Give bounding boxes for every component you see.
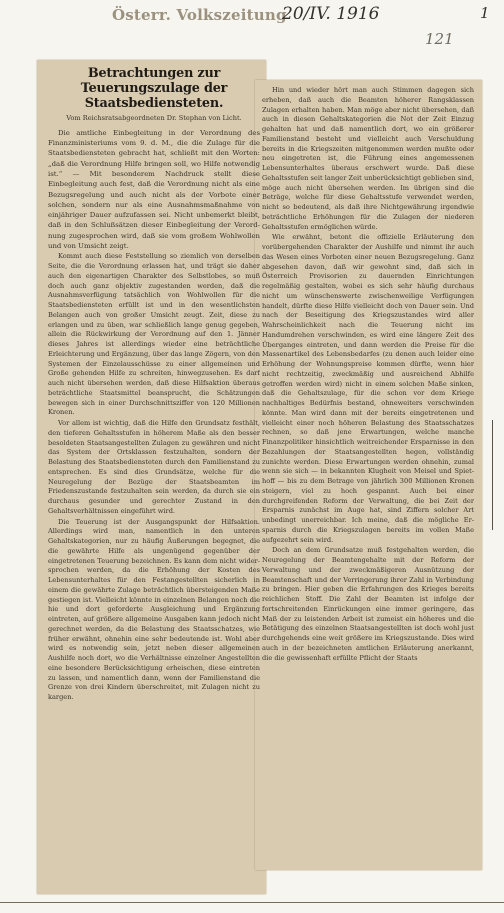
fold-line xyxy=(0,902,504,903)
newspaper-masthead: Österr. Volkszeitung xyxy=(112,6,287,24)
margin-mark xyxy=(492,420,493,530)
article-headline: Betrachtungen zur Teuerungszulage der Staatsbediensteten. xyxy=(80,66,228,111)
handwritten-date: 20/IV. 1916 xyxy=(282,4,380,24)
paragraph: Vor allem ist wichtig, daß die Hilfe den Grundsatz festhält, den tieferen Gehaltsstufen in höherem Maße als den besser besoldeten Staatsangestellten Zulagen zu gewähren und nicht das System der Ortsklassen festzuhalten, sondern der Belastung des Staatsbediensteten durch den Familienstand zu entsprechen. Es sind dies Grundsätze, welche für die Neuregelung der Bezüge der Staatsbeamten im Friedenszustande festzuhalten sein werden, da durch sie ein durchaus gesunder und gerechter Zustand in den Gehaltsverhältnissen eingeführt wird. xyxy=(48,419,260,515)
paragraph: Die amtliche Einbegleitung in der Verordnung des Finanzministeriums vom 9. d. M., die die Zulage für die Staatsbediensteten gebracht hat, schließt mit den Worten: „daß die Verordnung Hilfe bringen soll, wo Hilfe notwendig ist.“ — Mit besonderem Nachdruck stellt diese Einbegleitung auch fest, daß die Verordnung nicht als eine Bezugsregelung und auch nicht als der Vorbote einer solchen, sondern nur als eine Ausnahmsmaßnahme von einjähriger Dauer aufzufassen sei. Nicht unbemerkt bleibt, daß in den Schlußsätzen dieser Einbegleitung der Verordnung zugesprochen wird, daß sie vom großem Wohlwollen und von Umsicht zeigt. xyxy=(48,128,260,251)
paragraph: Die Teuerung ist der Ausgangspunkt der Hilfsaktion. Allerdings wird man, namentlich in den unteren Gehaltskategorien, nur zu häufig Äußerungen begegnet, die die gewährte Hilfe als ungenügend gegenüber der eingetretenen Teuerung bezeichnen. Es kann dem nicht widersprochen werden, da die Erhöhung der Kosten des Lebensunterhaltes für den Festangestellten sicherlich in einem die gewährte Zulage beträchtlich übersteigenden Maße gestiegen ist. Vielleicht könnte in einzelnen Belangen noch die hie und dort geforderte Ausgleichung und Ergänzung eintreten, auf größere allgemeine Ausgaben kann jedoch nicht gerechnet werden, da die Belastung des Staatsschatzes, wie früher erwähnt, ohnehin eine sehr bedeutende ist. Wohl aber wird es notwendig sein, jetzt neben dieser allgemeinen Aushilfe noch dort, wo die Verhältnisse einzelner Angestellten eine besondere Berücksichtigung erheischen, diese eintreten zu lassen, und namentlich dann, wenn der Familienstand die Grenze von drei Kindern überschreitet, mit Zulagen nicht zu kargen. xyxy=(48,517,260,702)
paragraph: Wie erwähnt, betont die offizielle Erläuterung den vorübergehenden Charakter der Aushilfe und nimmt ihr auch das Wesen eines Vorboten einer neuen Bezugsregelung. Ganz abgesehen davon, daß wir gewohnt sind, daß sich in Österreich Provisorien zu dauernden Einrichtungen regelmäßig gestalten, wobei es sich sehr häufig durchaus nicht um wünschenswerte zwischenweilige Verfügungen handelt, dürfte diese Hilfe vielleicht doch von Dauer sein. Und nach der Beseitigung des Kriegszustandes wird aller Wahrscheinlichkeit nach die Teuerung nicht im Handumdrehen verschwinden, es wird eine längere Zeit des Überganges eintreten, und dann werden die Preise für die Massenartikel des Lebensbedarfes (zu denen auch leider eine Erhöhung der Wohnungspreise kommen dürfte, wenn hier nicht rechtzeitig, zweckmäßig und ausreichend Abhilfe getroffen werden wird) nicht in einem solchen Maße sinken, daß die Gehaltszulage, für die schon vor dem Kriege nachhaltiges Bedürfnis bestand, ohneweiters verschwinden könnte. Man wird dann mit der bereits eingetretenen und vielleicht einer noch höheren Belastung des Staatsschatzes rechnen, so daß jene Erwartungen, welche manche Finanzpolitiker hinsichtlich weitreichender Ersparnisse in den Bezahlungen der Staatsangestellten hegen, vollständig zunichte werden. Diese Erwartungen werden ohnehin, zumal wenn sie sich — in bekannten Klugheit von Meisel und Spiethoff — bis zu dem Betrage von jährlich 300 Millionen Kronen steigern, viel zu hoch gespannt. Auch bei einer durchgreifenden Reform der Verwaltung, die bei Zeit der Ersparnis zunächst im Auge hat, sind Ziffern solcher Art unbedingt unerreichbar. Ich meine, daß die mögliche Ersparnis durch die Kriegszulagen bereits im vollen Maße aufgezehrt sein wird. xyxy=(262,233,474,544)
handwritten-sheet-number: 1 xyxy=(480,4,490,22)
article-right-column xyxy=(262,86,474,864)
paragraph: Hin und wieder hört man auch Stimmen dagegen sich erheben, daß auch die Beamten höherer Rangsklassen Zulagen erhalten haben. Man möge aber nicht übersehen, daß auch in diesen Gehaltskategorien die Not der Zeit Einzug gehalten hat und daß namentlich dort, wo ein größerer Familienstand besteht und vielleicht auch Verschuldung bereits in die Kriegszeiten mitgenommen werden mußte oder neu eingetreten ist, die Führung eines angemessenen Lebensunterhaltes überaus erschwert wurde. Daß diese Gehaltsstufen seit langer Zeit unberücksichtigt geblieben sind, möge auch nicht übersehen werden. Im übrigen sind die Beträge, welche für diese Gehaltsstufe verwendet werden, nicht so bedeutend, als daß ihre Nichtgewährung irgendwie beträchtliche Erhöhungen für die Zulagen der niederen Gehaltsstufen ermöglichen würde. xyxy=(262,86,474,231)
paragraph: Doch an dem Grundsatze muß festgehalten werden, die Neuregelung der Beamtengehalte mit der Reform der Verwaltung und der zweckmäßigeren Ausnützung der Beamtenschaft und der Verringerung ihrer Zahl in Verbindung zu bringen. Hier geben die Erfahrungen des Krieges bereits reichlichen Stoff. Die Zahl der Beamten ist infolge der fortschreitenden Einrückungen eine immer geringere, das Maß der zu leistenden Arbeit ist zumeist ein höheres und die Betätigung des einzelnen Staatsangestellten ist doch wohl just durchgehends eine weit größere im Kriegszustande. Dies wird auch in der bezeichneten amtlichen Erläuterung anerkannt, die die gewissenhaft erfüllte Pflicht der Staats xyxy=(262,546,474,662)
handwritten-page-number: 121 xyxy=(425,30,454,48)
article-byline: Vom Reichsratsabgeordneten Dr. Stephan von Licht. xyxy=(66,114,242,122)
article-left-column xyxy=(48,66,260,886)
paragraph: Kommt auch diese Feststellung so ziemlich von derselben Seite, die die Verordnung erlassen hat, und trägt sie daher auch den eigenartigen Charakter des Selbstlobes, so muß doch auch ganz objektiv zugestanden werden, daß die Ausnahmsverfügung tatsächlich von Wohlwollen für die Staatsbediensteten erfüllt ist und in den wesentlichsten Belangen auch von großer Umsicht zeugt. Zeit, diese zu erlangen und zu üben, war schließlich lange genug gegeben, allein die Rückwirkung der Verordnung auf den 1. Jänner dieses Jahres ist allerdings wieder eine beträchtliche Erleichterung und Ergänzung, über das lange Zögern, von den Systemen der Einzelausschüsse zu einer allgemeinen und Große gehenden Hilfe zu schreiten, hinwegzusehen. Es darf auch nicht übersehen werden, daß diese Hilfsaktion überaus beträchtliche Staatsmittel beansprucht, die Schätzungen bewegen sich in einer Durchschnittsziffer von 120 Millionen Kronen. xyxy=(48,252,260,417)
